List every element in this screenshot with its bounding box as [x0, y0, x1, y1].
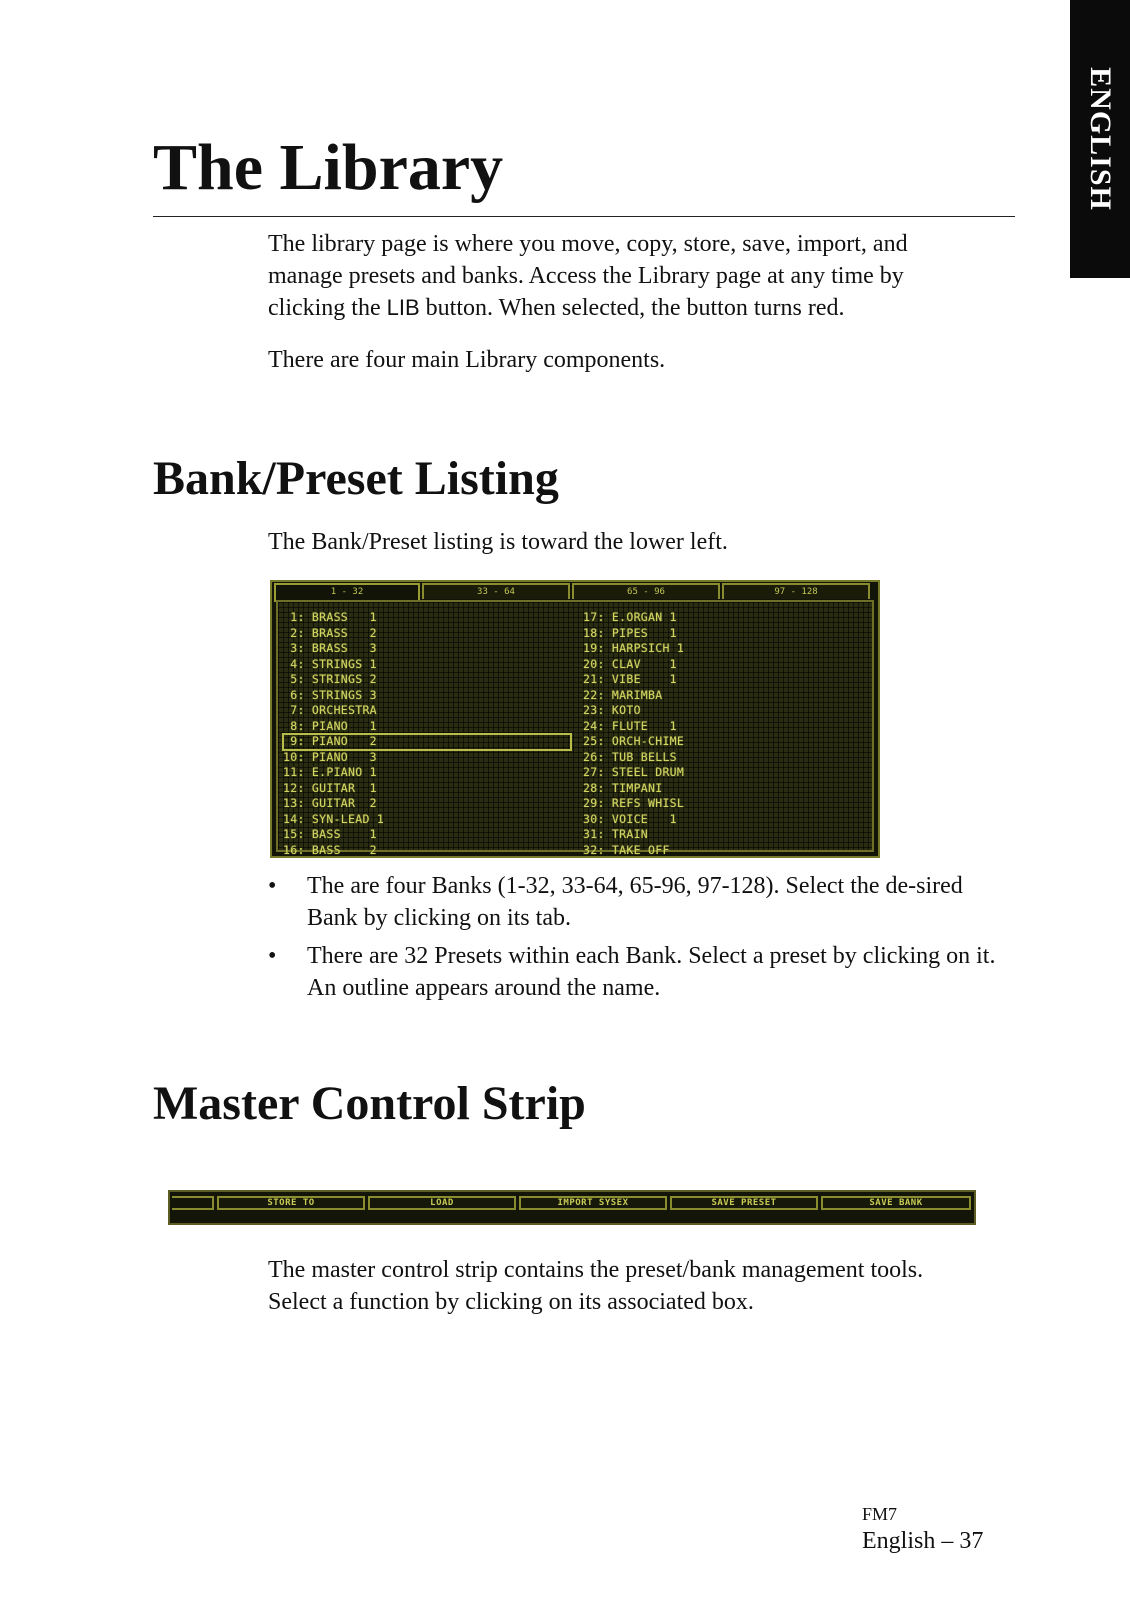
- bank-bullet-list: [266, 870, 1016, 1010]
- preset-item[interactable]: 18: PIPES 1: [583, 625, 677, 640]
- intro-line-2: manage presets and banks. Access the Library page at any time by: [268, 263, 904, 289]
- bank-preset-heading: Bank/Preset Listing: [153, 452, 559, 505]
- store-to-button[interactable]: STORE TO: [217, 1196, 365, 1210]
- preset-item[interactable]: 23: KOTO: [583, 703, 641, 717]
- preset-item[interactable]: 12: GUITAR 1: [283, 780, 377, 795]
- language-tab-label: ENGLISH: [1084, 67, 1117, 211]
- intro-line-3-start: clicking the: [268, 295, 387, 321]
- bullet-text-banks: The are four Banks (1-32, 33-64, 65-96, 97-128). Select the de-sired Bank by clicking on its tab.: [307, 873, 963, 931]
- bank-preset-intro: The Bank/Preset listing is toward the lower left.: [268, 529, 728, 555]
- tab-bank-1-32[interactable]: 1 - 32: [274, 583, 420, 602]
- bullet-item: [266, 870, 1016, 934]
- preset-item[interactable]: 5: STRINGS 2: [283, 672, 377, 686]
- strip-edge: [172, 1196, 214, 1210]
- tab-bank-65-96[interactable]: 65 - 96: [572, 583, 720, 599]
- load-button[interactable]: LOAD: [368, 1196, 516, 1210]
- footer-product: FM7: [862, 1504, 898, 1524]
- preset-item[interactable]: 8: PIANO 1: [283, 718, 377, 733]
- preset-item[interactable]: 13: GUITAR 2: [283, 796, 377, 810]
- preset-list: [276, 600, 874, 857]
- preset-item[interactable]: 7: ORCHESTRA: [283, 703, 377, 717]
- save-preset-button[interactable]: SAVE PRESET: [670, 1196, 818, 1210]
- preset-item[interactable]: 31: TRAIN: [583, 827, 649, 841]
- bullet-dot: •: [268, 873, 277, 899]
- master-control-description: [268, 1254, 923, 1318]
- bullet-dot: •: [268, 943, 277, 969]
- master-line-1: The master control strip contains the preset/bank management tools.: [268, 1257, 924, 1283]
- preset-item[interactable]: 3: BRASS 3: [283, 641, 377, 655]
- save-bank-button[interactable]: SAVE BANK: [821, 1196, 971, 1210]
- master-control-heading: Master Control Strip: [153, 1077, 586, 1130]
- preset-item[interactable]: 10: PIANO 3: [283, 749, 377, 764]
- master-line-2: Select a function by clicking on its associated box.: [268, 1289, 754, 1315]
- intro-line-1: The library page is where you move, copy, store, save, import, and: [268, 231, 908, 257]
- preset-item[interactable]: 28: TIMPANI: [583, 780, 663, 795]
- preset-column-1-16: [283, 610, 571, 858]
- preset-column-17-32: [583, 610, 684, 858]
- preset-item[interactable]: 29: REFS WHISL: [583, 796, 685, 810]
- preset-item[interactable]: 1: BRASS 1: [283, 610, 377, 624]
- preset-item[interactable]: 26: TUB BELLS: [583, 749, 677, 764]
- preset-item[interactable]: 14: SYN-LEAD 1: [283, 811, 385, 826]
- preset-item[interactable]: 22: MARIMBA: [583, 687, 663, 702]
- bank-preset-listing: [270, 580, 880, 858]
- preset-item[interactable]: 20: CLAV 1: [583, 656, 677, 671]
- tab-bank-33-64[interactable]: 33 - 64: [422, 583, 570, 599]
- preset-item[interactable]: 24: FLUTE 1: [583, 718, 677, 733]
- tab-bank-97-128[interactable]: 97 - 128: [722, 583, 870, 599]
- preset-item[interactable]: 4: STRINGS 1: [283, 656, 377, 671]
- bank-tabs: [274, 583, 876, 601]
- master-control-strip: [168, 1190, 976, 1225]
- preset-item[interactable]: 6: STRINGS 3: [283, 687, 377, 702]
- intro-line-3-end: button. When selected, the button turns red.: [419, 295, 845, 321]
- preset-item[interactable]: 25: ORCH-CHIME: [583, 734, 685, 748]
- preset-item[interactable]: 32: TAKE OFF: [583, 842, 670, 857]
- bullet-text-presets: There are 32 Presets within each Bank. Select a preset by clicking on it. An outline appears around the name.: [307, 943, 996, 1001]
- preset-item[interactable]: 21: VIBE 1: [583, 672, 677, 686]
- components-paragraph: There are four main Library components.: [268, 347, 666, 373]
- bullet-item: [266, 940, 1016, 1004]
- preset-item[interactable]: 30: VOICE 1: [583, 811, 677, 826]
- footer-page-number: English – 37: [862, 1528, 984, 1554]
- preset-item[interactable]: 15: BASS 1: [283, 827, 377, 841]
- import-sysex-button[interactable]: IMPORT SYSEX: [519, 1196, 667, 1210]
- page-title: The Library: [153, 131, 504, 204]
- preset-item[interactable]: 11: E.PIANO 1: [283, 765, 377, 779]
- title-rule: [153, 216, 1015, 217]
- preset-item[interactable]: 2: BRASS 2: [283, 625, 377, 640]
- preset-item[interactable]: 16: BASS 2: [283, 842, 377, 857]
- language-tab: [1070, 0, 1130, 278]
- preset-item[interactable]: 27: STEEL DRUM: [583, 765, 685, 779]
- preset-item[interactable]: 17: E.ORGAN 1: [583, 610, 677, 624]
- intro-paragraph: [268, 228, 908, 324]
- preset-item[interactable]: 9: PIANO 2: [283, 734, 571, 750]
- preset-item[interactable]: 19: HARPSICH 1: [583, 641, 685, 655]
- lib-button-label: LIB: [386, 295, 420, 320]
